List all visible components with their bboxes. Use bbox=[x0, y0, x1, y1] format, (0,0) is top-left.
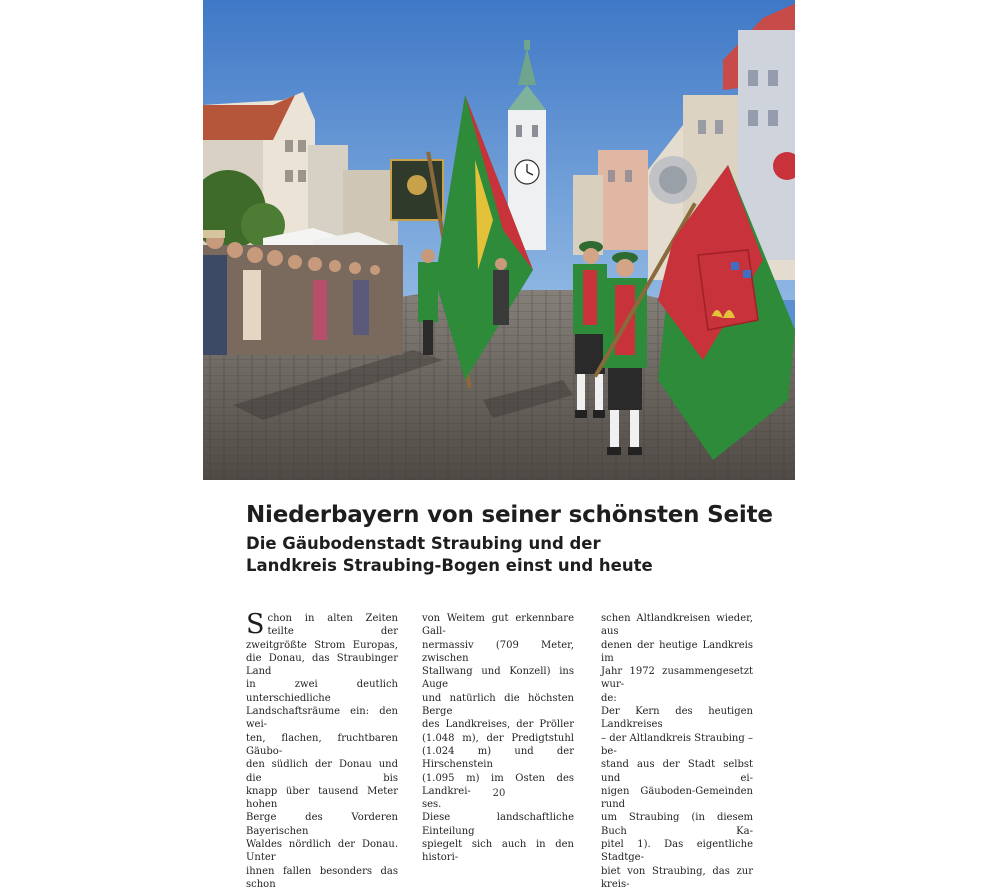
text-column-1 bbox=[246, 609, 398, 891]
text-line: die Donau, das Straubinger Land bbox=[246, 652, 398, 678]
text-line: Jahr 1972 zusammengesetzt wur- bbox=[601, 666, 753, 691]
text-line: Diese landschaftliche Einteilung bbox=[422, 812, 574, 837]
text-column-3 bbox=[601, 612, 753, 891]
parade-illustration bbox=[203, 0, 795, 480]
text-line: von Weitem gut erkennbare Gall- bbox=[422, 613, 574, 638]
text-line: zweitgrößte Strom Europas, bbox=[246, 639, 398, 651]
text-line: Waldes nördlich der Donau. Unter bbox=[246, 839, 398, 864]
article-title: Niederbayern von seiner schönsten Seite bbox=[246, 502, 773, 528]
article-subtitle-line: Landkreis Straubing-Bogen einst und heute bbox=[246, 556, 653, 575]
text-line: spiegelt sich auch in den histori- bbox=[422, 839, 574, 864]
text-line: knapp über tausend Meter hohen bbox=[246, 785, 398, 811]
text-line: biet von Straubing, das zur kreis- bbox=[601, 865, 753, 890]
text-line: (1.048 m), der Predigtstuhl bbox=[422, 732, 574, 744]
text-line: denen der heutige Landkreis im bbox=[601, 639, 753, 664]
text-line: – der Altlandkreis Straubing – be- bbox=[601, 732, 753, 757]
text-line: um Straubing (in diesem Buch Ka- bbox=[601, 812, 753, 837]
text-line: nermassiv (709 Meter, zwischen bbox=[422, 639, 574, 664]
text-line: des Landkreises, der Pröller bbox=[422, 719, 574, 731]
article-subtitle-line: Die Gäubodenstadt Straubing und der bbox=[246, 534, 601, 553]
page-number: 20 bbox=[492, 788, 506, 799]
text-line: in zwei deutlich unterschiedliche bbox=[246, 679, 398, 704]
text-line: schen Altlandkreisen wieder, aus bbox=[601, 613, 753, 638]
text-line: ses. bbox=[422, 799, 442, 811]
text-line: den südlich der Donau und die bis bbox=[246, 759, 398, 784]
text-line: (1.024 m) und der Hirschenstein bbox=[422, 745, 574, 771]
book-page bbox=[193, 0, 805, 890]
text-line: Stallwang und Konzell) ins Auge bbox=[422, 666, 574, 691]
text-line: chon in alten Zeiten teilte der bbox=[267, 613, 398, 638]
text-line: stand aus der Stadt selbst und ei- bbox=[601, 759, 753, 784]
text-line: (1.095 m) im Osten des Landkrei- bbox=[422, 772, 574, 797]
text-line: Landschaftsräume ein: den wei- bbox=[246, 706, 398, 731]
festival-parade-photo bbox=[203, 0, 795, 480]
article-subtitle bbox=[246, 533, 766, 577]
text-line: de: bbox=[601, 692, 617, 704]
drop-cap: S bbox=[246, 609, 265, 640]
text-line: Der Kern des heutigen Landkreises bbox=[601, 706, 753, 731]
text-line: pitel 1). Das eigentliche Stadtge- bbox=[601, 839, 753, 864]
text-line: Berge des Vorderen Bayerischen bbox=[246, 812, 398, 837]
text-line: ihnen fallen besonders das schon bbox=[246, 865, 398, 890]
text-line: ten, flachen, fruchtbaren Gäubo- bbox=[246, 732, 398, 757]
text-line: nigen Gäuboden-Gemeinden rund bbox=[601, 785, 753, 811]
text-column-2 bbox=[422, 612, 574, 865]
text-line: und natürlich die höchsten Berge bbox=[422, 692, 574, 718]
